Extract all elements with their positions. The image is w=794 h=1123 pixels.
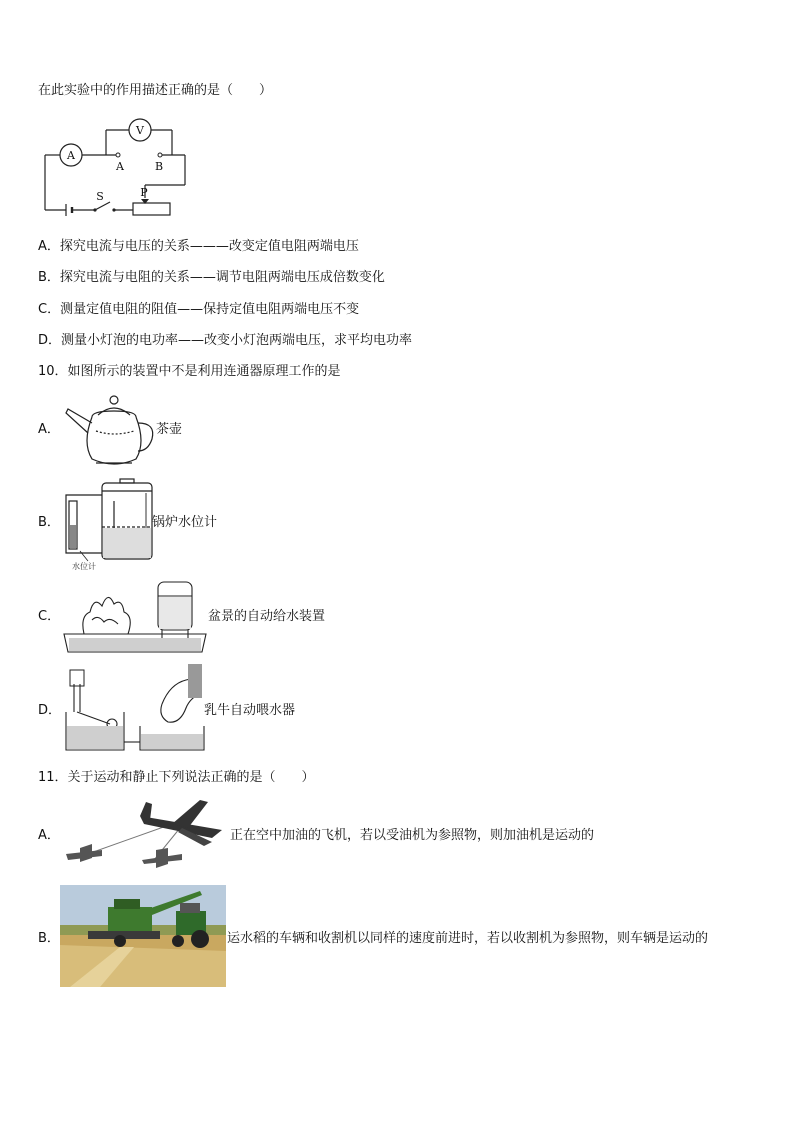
refueling-aircraft-image — [62, 794, 230, 874]
bonsai-waterer-image — [62, 576, 208, 658]
q10-option-d-letter: D． — [38, 703, 62, 718]
slider-label: P — [140, 186, 148, 199]
q9-option-c: C．测量定值电阻的阻值——保持定值电阻两端电压不变 — [38, 302, 360, 317]
harvester-photo — [60, 885, 226, 987]
boiler-gauge-image — [62, 477, 154, 571]
q11-option-a-text: 正在空中加油的飞机，若以受油机为参照物，则加油机是运动的 — [230, 828, 595, 843]
cow-feeder-image — [62, 664, 206, 756]
point-a-label: A — [116, 160, 124, 173]
voltmeter-label: V — [136, 124, 144, 137]
q11-option-b-text: 运水稻的车辆和收割机以同样的速度前进时，若以收割机为参照物，则车辆是运动的 — [227, 931, 709, 946]
q10-option-c-caption: 盆景的自动给水装置 — [208, 609, 326, 624]
q9-option-b: B．探究电流与电阻的关系——调节电阻两端电压成倍数变化 — [38, 270, 385, 285]
q10-option-a-letter: A． — [38, 422, 60, 437]
ammeter-label: A — [67, 149, 75, 162]
gauge-label: 水位计 — [72, 562, 96, 571]
q11-stem: 11．关于运动和静止下列说法正确的是（ ） — [38, 770, 315, 785]
q10-option-d-caption: 乳牛自动喂水器 — [204, 703, 296, 718]
q11-option-b-letter: B． — [38, 931, 60, 946]
q10-option-b-caption: 锅炉水位计 — [152, 515, 218, 530]
q9-option-d: D．测量小灯泡的电功率——改变小灯泡两端电压，求平均电功率 — [38, 333, 413, 348]
q11-option-a-letter: A． — [38, 828, 60, 843]
q10-option-b-letter: B． — [38, 515, 60, 530]
q9-option-a: A．探究电流与电压的关系———改变定值电阻两端电压 — [38, 239, 359, 254]
q10-option-a-caption: 茶壶 — [156, 422, 183, 437]
q9-stem: 在此实验中的作用描述正确的是（ ） — [38, 83, 273, 98]
q10-option-c-letter: C． — [38, 609, 61, 624]
circuit-diagram — [40, 118, 190, 218]
teapot-image — [62, 393, 158, 469]
q10-stem: 10．如图所示的装置中不是利用连通器原理工作的是 — [38, 364, 341, 379]
point-b-label: B — [154, 160, 164, 173]
switch-label: S — [96, 190, 104, 203]
